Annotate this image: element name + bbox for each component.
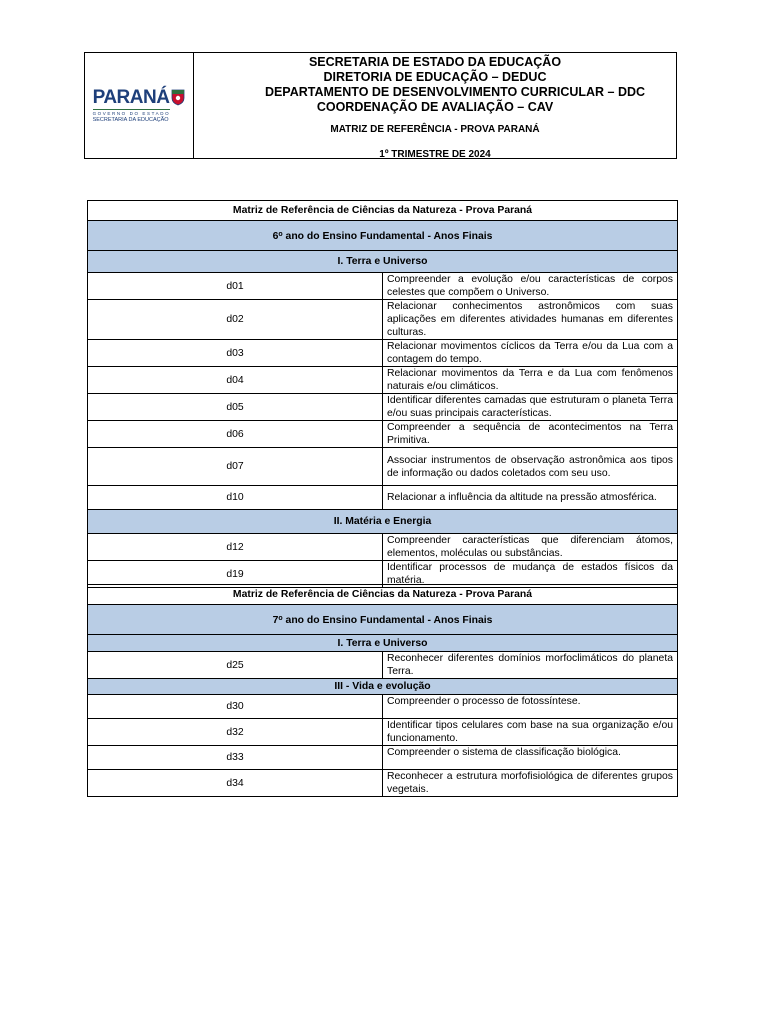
crest-icon — [171, 89, 185, 106]
descriptor-text: Relacionar movimentos da Terra e da Lua com fenômenos naturais e/ou climáticos. — [383, 367, 678, 394]
logo-secretariat: SECRETARIA DA EDUCAÇÃO — [92, 117, 169, 123]
parana-logo — [93, 88, 186, 123]
document-header — [84, 52, 677, 159]
header-line-3: DEPARTAMENTO DE DESENVOLVIMENTO CURRICULAR – DDC — [264, 85, 646, 99]
header-period: 1º TRIMESTRE DE 2024 — [379, 149, 491, 160]
section-heading: II. Matéria e Energia — [88, 510, 678, 534]
table-title: Matriz de Referência de Ciências da Natureza - Prova Paraná — [88, 201, 678, 221]
descriptor-text: Identificar processos de mudança de estados físicos da matéria. — [383, 561, 678, 588]
descriptor-text: Compreender o sistema de classificação biológica. — [383, 746, 678, 770]
grade-number: 6 — [272, 231, 279, 242]
descriptor-text: Reconhecer a estrutura morfofisiológica de diferentes grupos vegetais. — [383, 770, 678, 797]
descriptor-text: Identificar diferentes camadas que estruturam o planeta Terra e/ou suas principais características. — [383, 394, 678, 421]
header-line-1: SECRETARIA DE ESTADO DA EDUCAÇÃO — [308, 55, 562, 69]
descriptor-text: Relacionar movimentos cíclicos da Terra e/ou da Lua com a contagem do tempo. — [383, 340, 678, 367]
descriptor-text: Associar instrumentos de observação astronômica aos tipos de informação ou dados coletados com seu uso. — [383, 448, 678, 486]
descriptor-code: d02 — [88, 300, 383, 340]
descriptor-code: d30 — [88, 695, 383, 719]
descriptor-code: d10 — [88, 486, 383, 510]
descriptor-code: d06 — [88, 421, 383, 448]
descriptor-text: Relacionar a influência da altitude na pressão atmosférica. — [383, 486, 678, 510]
matrix-table-6th-grade — [87, 200, 678, 588]
descriptor-code: d34 — [88, 770, 383, 797]
logo-government: GOVERNO DO ESTADO — [92, 111, 171, 116]
descriptor-text: Reconhecer diferentes domínios morfoclimáticos do planeta Terra. — [383, 652, 678, 679]
descriptor-code: d04 — [88, 367, 383, 394]
descriptor-text: Identificar tipos celulares com base na sua organização e/ou funcionamento. — [383, 719, 678, 746]
table-title: Matriz de Referência de Ciências da Natureza - Prova Paraná — [88, 585, 678, 605]
section-heading: I. Terra e Universo — [88, 635, 678, 652]
descriptor-code: d07 — [88, 448, 383, 486]
grade-rest: ano do Ensino Fundamental - Anos Finais — [282, 231, 493, 242]
descriptor-code: d19 — [88, 561, 383, 588]
grade-number: 7 — [272, 615, 279, 626]
grade-heading — [88, 605, 678, 635]
header-line-2: DIRETORIA DE EDUCAÇÃO – DEDUC — [323, 70, 547, 84]
section-heading: III - Vida e evolução — [88, 679, 678, 695]
descriptor-code: d03 — [88, 340, 383, 367]
descriptor-code: d25 — [88, 652, 383, 679]
descriptor-text: Compreender características que diferenciam átomos, elementos, moléculas ou substâncias. — [383, 534, 678, 561]
descriptor-code: d05 — [88, 394, 383, 421]
descriptor-text: Relacionar conhecimentos astronômicos com suas aplicações em diferentes atividades humanas em diferentes culturas. — [383, 300, 678, 340]
descriptor-code: d33 — [88, 746, 383, 770]
logo-cell — [85, 53, 194, 158]
degree-sign: o — [278, 231, 283, 238]
header-line-4: COORDENAÇÃO DE AVALIAÇÃO – CAV — [316, 100, 554, 114]
grade-rest: ano do Ensino Fundamental - Anos Finais — [282, 615, 493, 626]
header-title-cell — [194, 53, 676, 158]
descriptor-text: Compreender o processo de fotossíntese. — [383, 695, 678, 719]
header-subtitle: MATRIZ DE REFERÊNCIA - PROVA PARANÁ — [330, 124, 540, 135]
descriptor-code: d32 — [88, 719, 383, 746]
matrix-table-7th-grade — [87, 584, 678, 797]
descriptor-text: Compreender a sequência de acontecimentos na Terra Primitiva. — [383, 421, 678, 448]
descriptor-code: d12 — [88, 534, 383, 561]
section-heading: I. Terra e Universo — [88, 251, 678, 273]
grade-heading — [88, 221, 678, 251]
descriptor-text: Compreender a evolução e/ou características de corpos celestes que compõem o Universo. — [383, 273, 678, 300]
descriptor-code: d01 — [88, 273, 383, 300]
logo-wordmark: PARANÁ — [92, 87, 170, 108]
degree-sign: o — [278, 615, 283, 622]
